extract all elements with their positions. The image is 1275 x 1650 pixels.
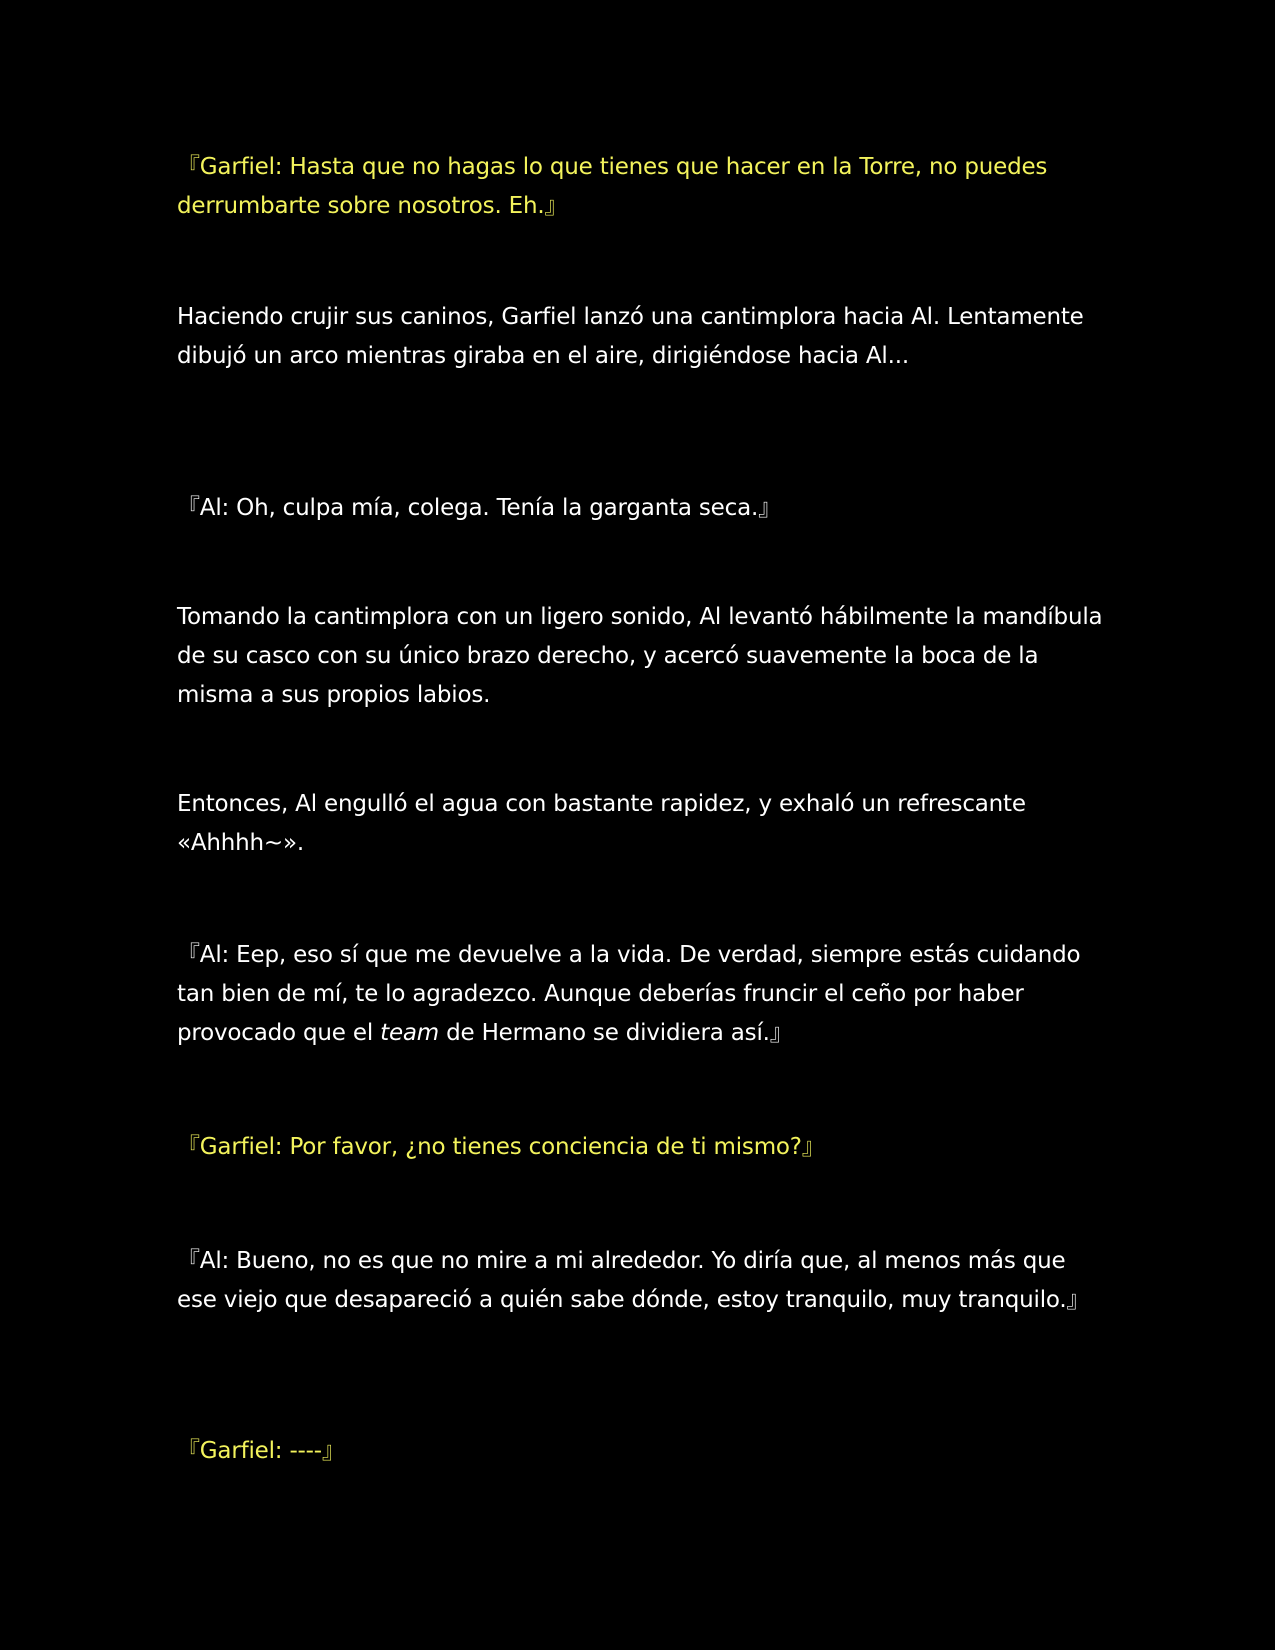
- dialogue-garfiel-2: 『Garfiel: Por favor, ¿no tienes conciencia de ti mismo?』: [177, 1134, 825, 1160]
- dialogue-garfiel-1: 『Garfiel: Hasta que no hagas lo que tienes que hacer en la Torre, no puedes derrumbarte sobre nosotros. Eh.』: [177, 154, 1048, 219]
- dialogue-al-2: [177, 936, 1107, 1053]
- dialogue-al-2-text-before: 『Al: Eep, eso sí que me devuelve a la vida. De verdad, siempre estás cuidando tan bien de mí, te lo agradezco. Aunque deberías fruncir el ceño por haber provocado que el: [177, 942, 1081, 1046]
- dialogue-al-3: 『Al: Bueno, no es que no mire a mi alrededor. Yo diría que, al menos más que ese viejo que desapareció a quién sabe dónde, estoy tranquilo, muy tranquilo.』: [177, 1248, 1090, 1313]
- dialogue-garfiel-3: 『Garfiel: ----』: [177, 1438, 345, 1464]
- dialogue-al-2-italic-word: team: [380, 1020, 439, 1046]
- narration-paragraph-1: Haciendo crujir sus caninos, Garfiel lanzó una cantimplora hacia Al. Lentamente dibujó un arco mientras giraba en el aire, dirigiéndose hacia Al...: [177, 304, 1084, 369]
- narration-paragraph-2: Tomando la cantimplora con un ligero sonido, Al levantó hábilmente la mandíbula de su casco con su único brazo derecho, y acercó suavemente la boca de la misma a sus propios labios.: [177, 604, 1103, 708]
- dialogue-al-2-text-after: de Hermano se dividiera así.』: [439, 1020, 793, 1046]
- narration-paragraph-3: Entonces, Al engulló el agua con bastante rapidez, y exhaló un refrescante «Ahhhh~».: [177, 791, 1026, 856]
- dialogue-al-1: 『Al: Oh, culpa mía, colega. Tenía la garganta seca.』: [177, 495, 781, 521]
